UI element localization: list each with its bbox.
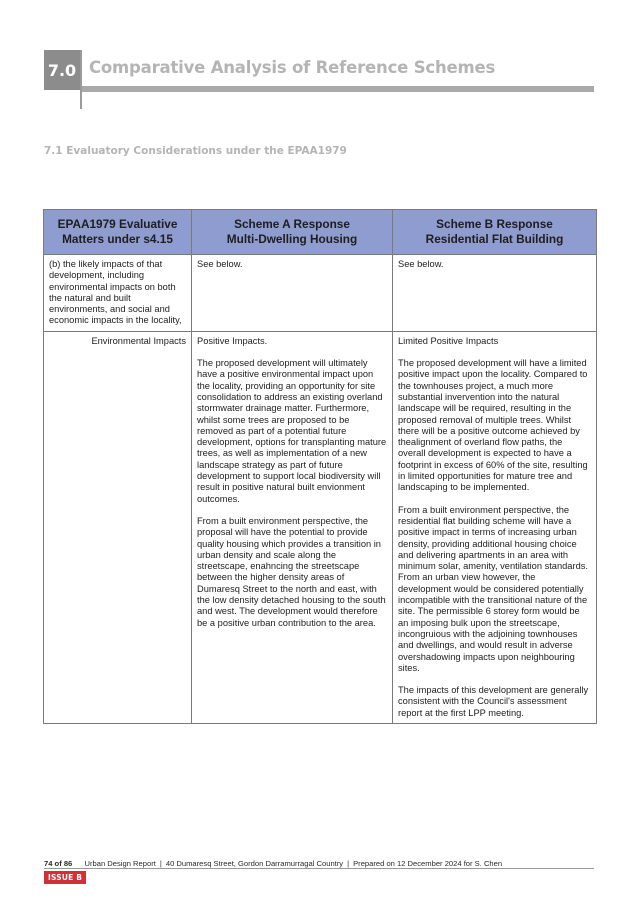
header-criteria xyxy=(44,210,192,255)
scheme-b-rating: Limited Positive Impacts xyxy=(398,335,499,346)
scheme-b-natural-impacts: The proposed development will have a limited positive impact upon the locality. Compared to the townhouses project, a much more substantial invervention into the natural landscape will be required, resulting in the proposed removal of multiple trees. Whilst there will be a positive outcome achieved by thealignment of overland flow paths, the overall development is expected to have a footprint in excess of 60% of the site, resulting in limited opportunities for mature tree and landscaping to be implemented. xyxy=(398,358,588,493)
scheme-b-text: See below. xyxy=(398,259,444,269)
page-number: 74 of 86 xyxy=(44,859,73,868)
header-scheme-a-line1: Scheme A Response xyxy=(234,217,350,231)
section-vertical-rule xyxy=(80,50,82,109)
scheme-a-cell xyxy=(192,331,393,723)
header-criteria-line1: EPAA1979 Evaluative xyxy=(57,217,178,231)
page-footer: 74 of 86 Urban Design Report | 40 Dumaresq Street, Gordon Darramurragal Country | Prepared on 12 December 2024 for S. Chen xyxy=(44,859,503,868)
site-address: 40 Dumaresq Street, Gordon Darramurragal Country xyxy=(165,859,344,868)
evaluation-table xyxy=(43,209,597,724)
footer-rule xyxy=(44,868,594,869)
scheme-a-text: See below. xyxy=(197,259,243,269)
scheme-a-natural-impacts: The proposed development will ultimately have a positive environmental impact upon the locality, providing an opportunity for site consolidation to address an existing overland stormwater drainage matter. Furthermore, whilst some trees are proposed to be removed as part of a potential future development, options for transplanting mature trees, as well as implementation of a new landscape strategy as part of future development to support local biodiversity will result in positive natural built envionment outcomes. xyxy=(197,358,387,504)
issue-badge: ISSUE B xyxy=(44,871,86,884)
scheme-b-cell xyxy=(393,255,597,332)
table-row xyxy=(44,331,597,723)
scheme-b-council-note: The impacts of this development are generally consistent with the Council's assessment report at the first LPP meeting. xyxy=(398,685,589,718)
header-scheme-b xyxy=(393,210,597,255)
scheme-a-rating: Positive Impacts. xyxy=(197,335,268,346)
scheme-b-cell xyxy=(393,331,597,723)
scheme-b-built-impacts: From a built environment perspective, the residential flat building scheme will have a positive impact in terms of increasing urban density, providing additional housing choice and delivering apartments in an area with minimum solar, amenity, ventilation standards. From an urban view however, the development would be considered potentially incompatible with the transitional nature of the site. The permissible 6 storey form would be an imposing bulk upon the streetscape, incongruious with the adjoining townhouses and dwellings, and would result in adverse overshadowing impacts upon neighbouring sites. xyxy=(398,504,588,673)
header-scheme-a-line2: Multi-Dwelling Housing xyxy=(226,232,358,246)
table-header-row xyxy=(44,210,597,255)
header-scheme-b-line2: Residential Flat Building xyxy=(425,232,564,246)
section-title: Comparative Analysis of Reference Schemes xyxy=(89,58,496,77)
header-scheme-b-line1: Scheme B Response xyxy=(436,217,553,231)
report-name: Urban Design Report xyxy=(84,859,156,868)
criterion-cell: Environmental Impacts xyxy=(44,331,192,723)
criterion-cell: (b) the likely impacts of that development, including environmental impacts on both the natural and built environments, and social and economic impacts in the locality, xyxy=(44,255,192,332)
section-number-badge: 7.0 xyxy=(44,50,80,90)
section-horizontal-rule xyxy=(82,86,594,92)
header-criteria-line2: Matters under s4.15 xyxy=(62,232,173,246)
scheme-a-cell xyxy=(192,255,393,332)
table-row xyxy=(44,255,597,332)
subsection-heading: 7.1 Evaluatory Considerations under the EPAA1979 xyxy=(44,145,347,157)
scheme-a-built-impacts: From a built environment perspective, the proposal will have the potential to provide quality housing which provides a transition in urban density and scale along the streetscape, enahncing the streetscape between the higher density areas of Dumaresq Street to the north and east, with the low density detached housing to the south and west. The development would therefore be a positive urban contribution to the area. xyxy=(197,515,386,628)
header-scheme-a xyxy=(192,210,393,255)
prepared-note: Prepared on 12 December 2024 for S. Chen xyxy=(353,859,503,868)
